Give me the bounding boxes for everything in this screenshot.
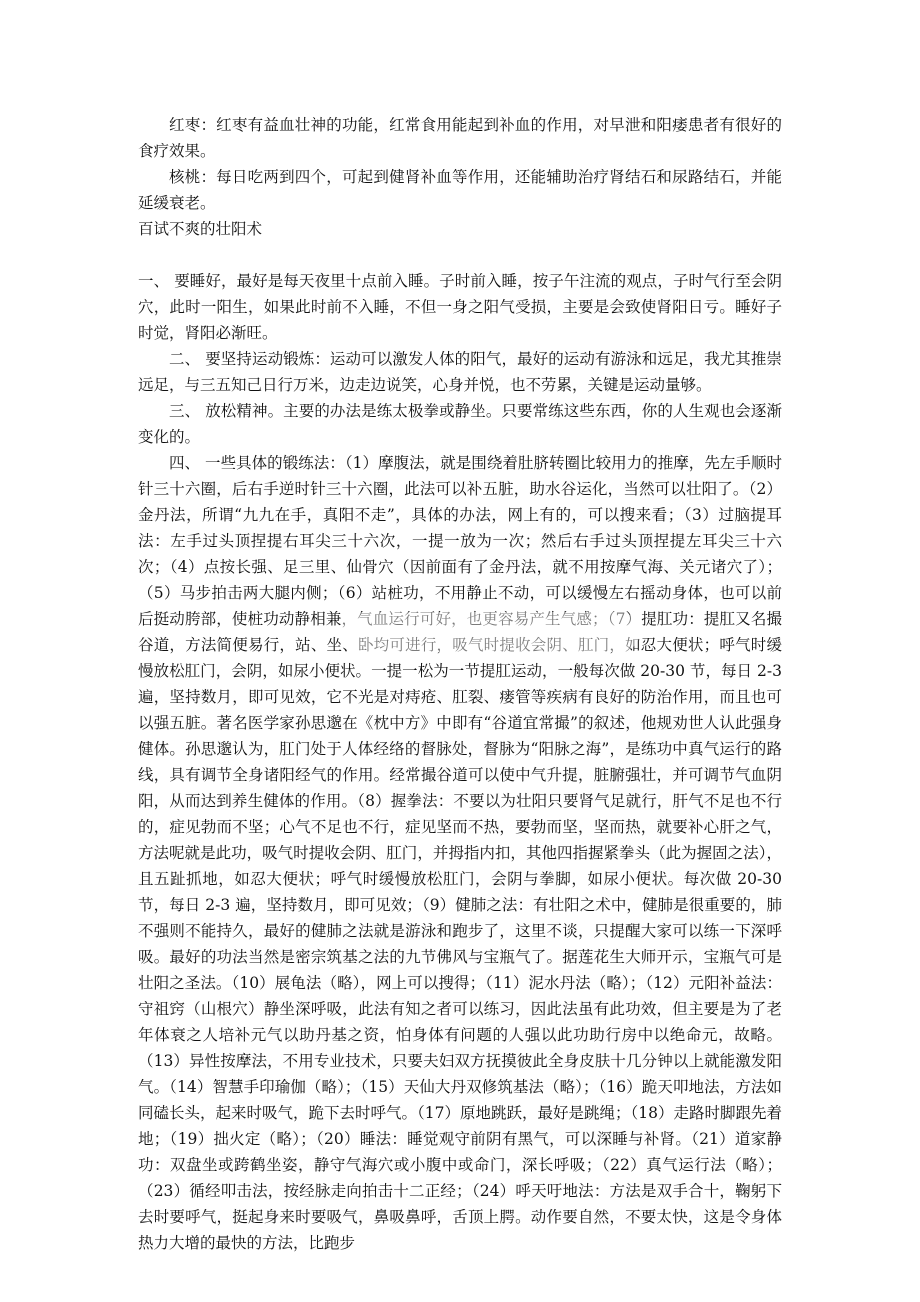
item-one: 一、 要睡好，最好是每天夜里十点前入睡。子时前入睡，按子午注流的观点，子时气行至会阴穴，此时一阳生，如果此时前不入睡，不但一身之阳气受损，主要是会致使肾阳日亏。睡好子时觉，肾阳必渐旺。 (138, 272, 782, 342)
item-four: 四、 一些具体的锻练法：（1）摩腹法，就是围绕着肚脐转圈比较用力的推摩，先左手顺时针三十六圈，后右手逆时针三十六圈，此法可以补五脏，助水谷运化，当然可以壮阳了。（2）金丹法，所谓“九九在手，真阳不走”，具体的办法，网上有的，可以搜来看；（3）过脑提耳法：左手过头顶捏提右耳尖三十六次，一提一放为一次；然后右手过头顶捏提左耳尖三十六次；（4）点按长强、足三里、仙骨穴（因前面有了金丹法，就不用按摩气海、关元诸穴了）；（5）马步拍击两大腿内侧；（6）站桩功，不用静止不动，可以缓慢左右摇动身体，也可以前后挺动胯部，使桩功动静相兼，气血运行可好，也更容易产生气感；（7）提肛功：提肛又名撮谷道，方法简便易行，站、坐、卧均可进行，吸气时提收会阴、肛门，如忍大便状；呼气时缓慢放松肛门，会阴，如尿小便状。一提一松为一节提肛运动，一般每次做 20-30 节，每日 2-3 遍，坚持数月，即可见效，它不光是对痔疮、肛裂、瘘管等疾病有良好的防治作用，而且也可以强五脏。著名医学家孙思邈在《枕中方》中即有“谷道宜常撮”的叙述，他规劝世人认此强身健体。孙思邈认为，肛门处于人体经络的督脉处，督脉为“阳脉之海”，是练功中真气运行的路线，具有调节全身诸阳经气的作用。经常撮谷道可以使中气升提，脏腑强壮，并可调节气血阴阳，从而达到养生健体的作用。（8）握拳法：不要以为壮阳只要肾气足就行，肝气不足也不行的，症见勃而不坚；心气不足也不行，症见坚而不热，要勃而坚，坚而热，就要补心肝之气，方法呢就是此功，吸气时提收会阴、肛门，并拇指内扣，其他四指握紧拳头（此为握固之法），且五趾抓地，如忍大便状；呼气时缓慢放松肛门，会阴与拳脚，如尿小便状。每次做 20-30 节，每日 2-3 遍，坚持数月，即可见效；（9）健肺之法：有壮阳之术中，健肺是很重要的，肺不强则不能持久，最好的健肺之法就是游泳和跑步了，这里不谈，只提醒大家可以练一下深呼吸。最好的功法当然是密宗筑基之法的九节佛风与宝瓶气了。据莲花生大师开示，宝瓶气可是壮阳之圣法。（10）展龟法（略），网上可以搜得；（11）泥水丹法（略）；（12）元阳补益法：守祖窍（山根穴）静坐深呼吸，此法有知之者可以练习，因此法虽有此功效，但主要是为了老年体衰之人培补元气以助丹基之资，怕身体有问题的人强以此功助行房中以绝命元，故略。（13）异性按摩法，不用专业技术，只要夫妇双方抚摸彼此全身皮肤十几分钟以上就能激发阳气。（14）智慧手印瑜伽（略）；（15）天仙大丹双修筑基法（略）；（16）跪天叩地法，方法如同磕长头，起来时吸气，跪下去时呼气。（17）原地跳跃，最好是跳绳；（18）走路时脚跟先着地；（19）拙火定（略）；（20）睡法：睡觉观守前阴有黑气，可以深睡与补肾。（21）道家静功：双盘坐或跨鹤坐姿，静守气海穴或小腹中或命门，深长呼吸；（22）真气运行法（略）；（23）循经叩击法，按经脉走向拍击十二正经；（24）呼天吁地法：方法是双手合十，鞠躬下去时要呼气，挺起身来时要吸气，鼻吸鼻呼，舌顶上腭。动作要自然，不要太快，这是令身体热力大增的最快的方法，比跑步 (138, 454, 782, 1252)
paragraph-red-dates: 红枣：红枣有益血壮神的功能，红常食用能起到补血的作用，对早泄和阳痿患者有很好的食疗效果。 (138, 116, 782, 160)
section-title: 百试不爽的壮阳术 (138, 220, 263, 238)
paragraph-walnuts: 核桃：每日吃两到四个，可起到健肾补血等作用，还能辅助治疗肾结石和尿路结石，并能延缓衰老。 (138, 168, 782, 212)
item-two: 二、 要坚持运动锻炼：运动可以激发人体的阳气，最好的运动有游泳和远足，我尤其推崇远足，与三五知己日行万米，边走边说笑，心身并悦，也不劳累，关键是运动量够。 (138, 350, 782, 394)
blank-line (138, 242, 782, 268)
item-three: 三、 放松精神。主要的办法是练太极拳或静坐。只要常练这些东西，你的人生观也会逐渐变化的。 (138, 402, 782, 446)
